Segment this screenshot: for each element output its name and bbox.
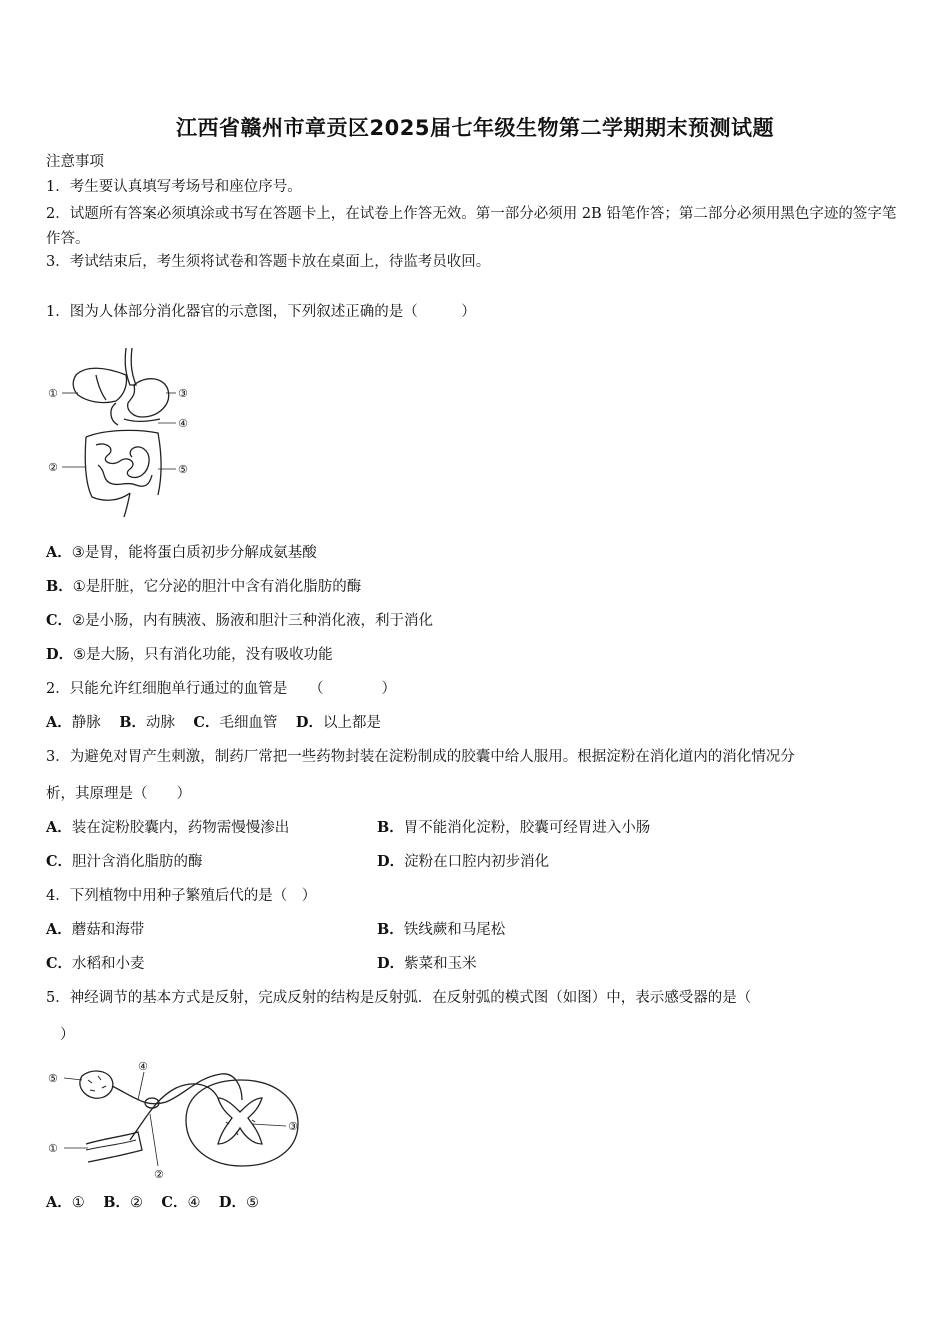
q1-option-a [46, 543, 317, 563]
option-text: 水稻和小麦 [72, 956, 145, 972]
option-key: A． [46, 714, 72, 731]
q3-option-a [46, 818, 289, 838]
option-text: ② [129, 1195, 143, 1211]
q5-options [46, 1193, 259, 1213]
fig1-label-4: ④ [178, 417, 188, 430]
option-text: ① [71, 1195, 85, 1211]
q1-option-b [46, 577, 361, 597]
option-text: ②是小肠，内有胰液、肠液和胆汁三种消化液，利于消化 [72, 613, 434, 629]
notice-item-1: 1．考生要认真填写考场号和座位序号。 [46, 179, 302, 195]
option-text: ③是胃，能将蛋白质初步分解成氨基酸 [71, 545, 317, 561]
fig1-label-3: ③ [178, 387, 188, 400]
option-text: 以上都是 [322, 715, 381, 731]
fig5-label-1: ① [48, 1142, 58, 1155]
option-key: D． [377, 955, 405, 972]
option-key: B． [119, 714, 146, 731]
q3-stem-line1: 3．为避免对胃产生刺激，制药厂常把一些药物封装在淀粉制成的胶囊中给人服用。根据淀粉在消化道内的消化情况分 [46, 749, 795, 765]
option-key: C． [46, 853, 73, 870]
page-title: 江西省赣州市章贡区2025届七年级生物第二学期期末预测试题 [176, 116, 774, 140]
option-text: 铁线蕨和马尾松 [403, 922, 506, 938]
q2-stem: 2．只能允许红细胞单行通过的血管是 （ ） [46, 681, 396, 697]
option-key: D． [218, 1194, 246, 1211]
option-text: ①是肝脏，它分泌的胆汁中含有消化脂肪的酶 [72, 579, 362, 595]
q2-options [46, 713, 381, 733]
notice-item-2: 2．试题所有答案必须填涂或书写在答题卡上，在试卷上作答无效。第一部分必须用 2B 铅笔作答；第二部分必须用黑色字迹的签字笔作答。 [46, 206, 897, 247]
q4-stem: 4．下列植物中用种子繁殖后代的是（ ） [46, 888, 317, 904]
option-text: 胃不能消化淀粉，胶囊可经胃进入小肠 [403, 820, 651, 836]
q3-option-c [46, 852, 203, 872]
reflex-arc-figure [46, 1058, 306, 1183]
fig1-label-5: ⑤ [178, 463, 188, 476]
option-key: B． [46, 578, 73, 595]
q3-option-d [377, 852, 549, 872]
option-key: D． [295, 714, 323, 731]
q1-option-c [46, 611, 433, 631]
q1-stem: 1．图为人体部分消化器官的示意图，下列叙述正确的是（ ） [46, 304, 476, 320]
option-key: B． [377, 921, 404, 938]
option-key: D． [46, 646, 74, 663]
q3-option-b [377, 818, 650, 838]
fig5-label-4: ④ [138, 1060, 148, 1073]
option-key: C． [193, 714, 220, 731]
option-key: A． [46, 819, 72, 836]
q1-option-d [46, 645, 333, 665]
option-text: ⑤ [245, 1195, 259, 1211]
option-key: C． [46, 612, 73, 629]
q4-option-a [46, 920, 144, 940]
option-text: 毛细血管 [219, 715, 278, 731]
option-key: B． [103, 1194, 130, 1211]
notice-item-3: 3．考试结束后，考生须将试卷和答题卡放在桌面上，待监考员收回。 [46, 254, 491, 270]
fig1-label-2: ② [48, 461, 58, 474]
option-text: 动脉 [145, 715, 175, 731]
fig5-label-3: ③ [288, 1120, 298, 1133]
fig1-label-1: ① [48, 387, 58, 400]
option-text: 蘑菇和海带 [71, 922, 145, 938]
option-text: ⑤是大肠，只有消化功能，没有吸收功能 [73, 647, 333, 663]
option-key: A． [46, 1194, 72, 1211]
q5-stem-line2: ） [60, 1027, 75, 1043]
q5-stem-line1: 5．神经调节的基本方式是反射，完成反射的结构是反射弧．在反射弧的模式图（如图）中，表示感受器的是（ [46, 990, 752, 1006]
option-key: A． [46, 544, 72, 561]
option-text: 紫菜和玉米 [404, 956, 477, 972]
q4-option-b [377, 920, 505, 940]
q4-option-d [377, 954, 477, 974]
option-key: D． [377, 853, 405, 870]
option-key: B． [377, 819, 404, 836]
option-text: 胆汁含消化脂肪的酶 [72, 854, 203, 870]
option-key: C． [161, 1194, 188, 1211]
digestive-system-figure [46, 345, 206, 523]
fig5-label-5: ⑤ [48, 1072, 58, 1085]
option-text: 装在淀粉胶囊内，药物需慢慢渗出 [71, 820, 290, 836]
option-text: ④ [187, 1195, 201, 1211]
notice-heading: 注意事项 [46, 154, 104, 170]
q3-stem-line2: 析，其原理是（ ） [46, 786, 191, 802]
fig5-label-2: ② [154, 1168, 164, 1181]
option-text: 静脉 [71, 715, 101, 731]
q4-option-c [46, 954, 145, 974]
option-key: C． [46, 955, 73, 972]
option-key: A． [46, 921, 72, 938]
option-text: 淀粉在口腔内初步消化 [404, 854, 550, 870]
